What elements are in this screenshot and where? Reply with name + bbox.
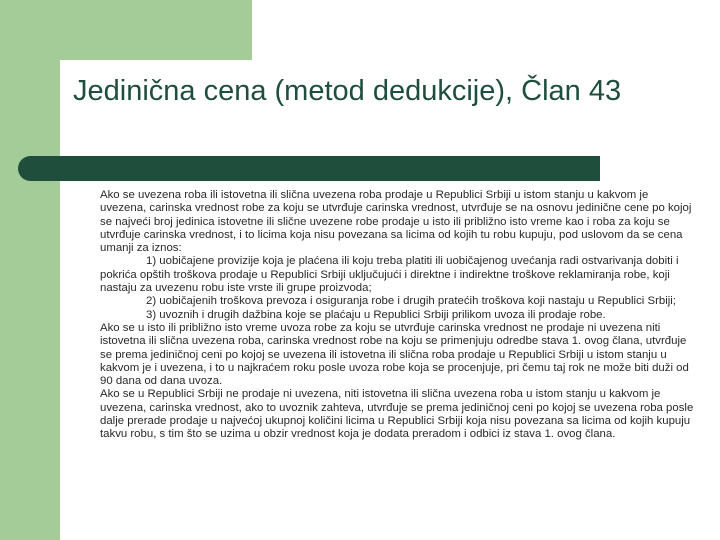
left-accent-band xyxy=(0,0,60,540)
slide-title: Jedinična cena (metod dedukcije), Član 43 xyxy=(73,75,622,107)
list-item-3: 3) uvoznih i drugih dažbina koje se plaćaju u Republici Srbiji prilikom uvoza ili prodaje robe. xyxy=(146,308,606,321)
top-accent-band xyxy=(0,0,252,60)
list-item-2: 2) uobičajenih troškova prevoza i osiguranja robe i drugih pratećih troškova koji nastaju u Republici Srbiji; xyxy=(146,295,676,308)
list-item-1: 1) uobičajene provizije koja je plaćena ili koju treba platiti ili uobičajenog uvećanja radi ostvarivanja dobiti i pokrića opštih troškova prodaje u Republici Srbiji uključujući i direktne i indirektne troškove reklamiranja robe, koji nastaju za uvezenu robu iste vrste ili grupe proizvoda; xyxy=(100,255,679,295)
paragraph-third: Ako se u Republici Srbiji ne prodaje ni uvezena, niti istovetna ili slična uvezena roba u istom stanju u kakvom je uvezena, carinska vrednost, ako to uvoznik zahteva, utvrđuje se prema jediničnoj ceni po kojoj se uvezena roba posle dalje prerade prodaje u najvećoj ukupnoj količini licima u Republici Srbiji koja nisu povezana sa licima od kojih kupuju takvu robu, s tim što se uzima u obzir vrednost koja je dodata preradom i odbici iz stava 1. ovog člana. xyxy=(100,388,694,441)
paragraph-intro: Ako se uvezena roba ili istovetna ili slična uvezena roba prodaje u Republici Srbiji u istom stanju u kakvom je uvezena, carinska vrednost robe za koju se utvrđuje carinska vrednost, utvrđuje se na osnovu jedinične cene po kojoj se najveći broj jedinica istovetne ili slične uvezene robe prodaje u isto ili približno isto vreme kao i roba za koju se utvrđuje carinska vrednost, i to licima koja nisu povezana sa licima od kojih tu robu kupuju, pod uslovom da se cena umanji za iznos: xyxy=(100,189,692,255)
slide-body xyxy=(100,189,695,442)
paragraph-second: Ako se u isto ili približno isto vreme uvoza robe za koju se utvrđuje carinska vrednost ne prodaje ni uvezena niti istovetna ili slična uvezena roba, carinska vrednost robe na koju se primenjuju odredbe stava 1. ovog člana, utvrđuje se prema jediničnoj ceni po kojoj se uvezena ili istovetna ili slična roba prodaje u Republici Srbiji u istom stanju u kakvom je i uvezena, i to u najkraćem roku posle uvoza robe koja se procenjuje, pri čemu taj rok ne može biti duži od 90 dana od dana uvoza. xyxy=(100,321,689,388)
title-divider-bar xyxy=(18,156,600,181)
